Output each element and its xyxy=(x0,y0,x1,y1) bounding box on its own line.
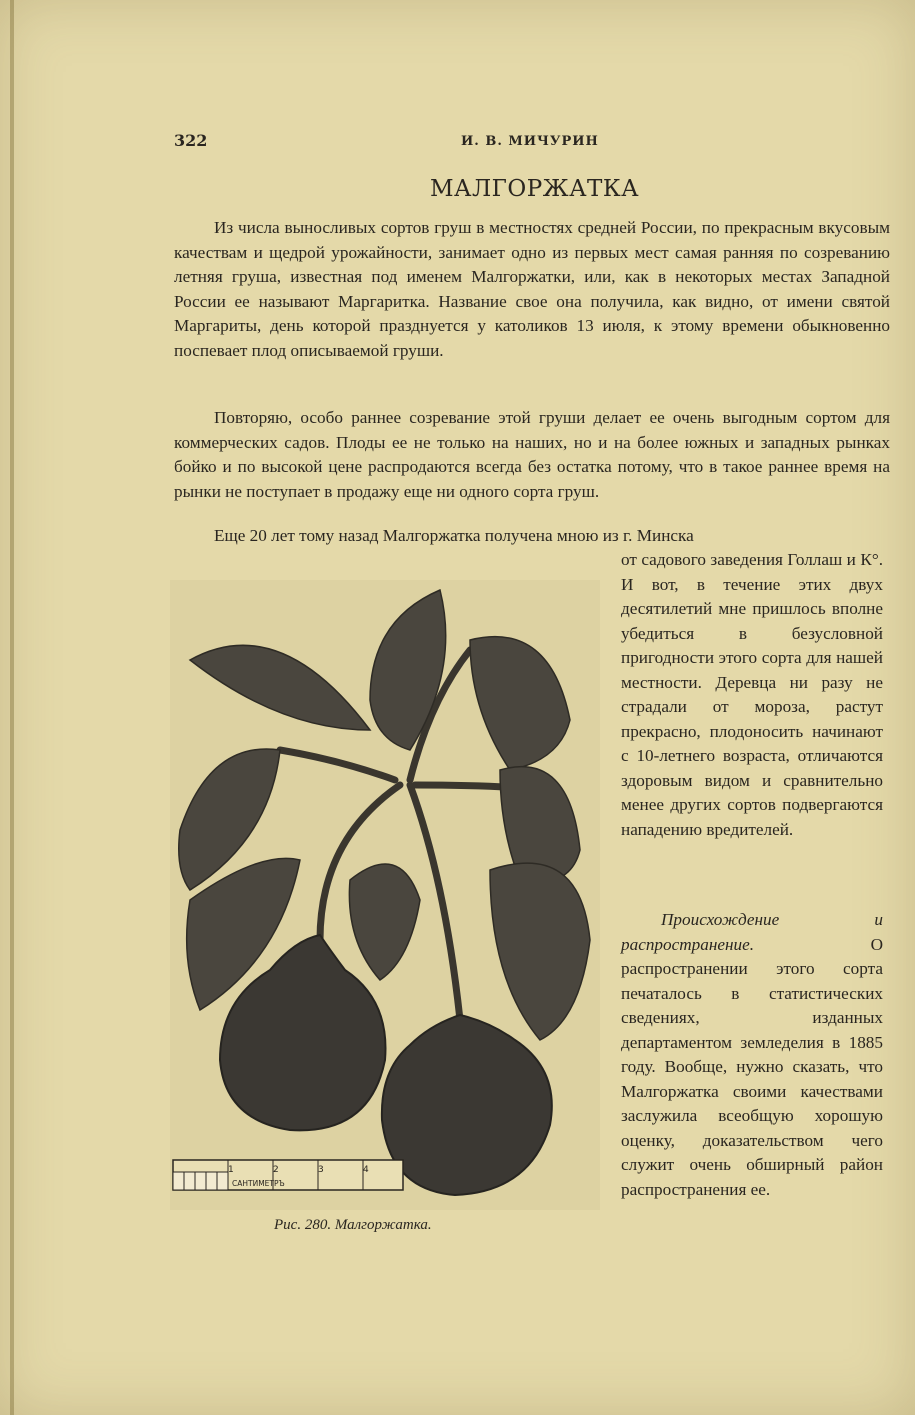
scale-tick-4: 4 xyxy=(363,1165,369,1175)
pear-figure xyxy=(170,580,600,1210)
scale-tick-3: 3 xyxy=(318,1165,324,1175)
page-spine xyxy=(10,0,14,1415)
figure-caption: Рис. 280. Малгоржатка. xyxy=(274,1217,432,1233)
section-title: МАЛГОРЖАТКА xyxy=(430,176,640,202)
scale-tick-2: 2 xyxy=(273,1165,279,1175)
paragraph-3-first-line: Еще 20 лет тому назад Малгоржатка получена мною из г. Минска xyxy=(214,526,694,545)
centimeter-scale xyxy=(173,1160,403,1190)
pear-illustration xyxy=(170,580,600,1210)
paragraph-4-italic-lead: Происхождение и распространение. xyxy=(621,910,883,954)
scale-label: САНТИМЕТРЪ xyxy=(232,1179,285,1188)
scale-tick-1: 1 xyxy=(228,1165,234,1175)
paragraph-1: Из числа выносливых сортов груш в местностях средней России, по прекрасным вкусовым качествам и щедрой урожайности, занимает одно из первых мест самая ранняя по созреванию летняя груша, известная под именем Малгоржатки, или, как в некоторых местах Западной России ее называют Маргаритка. Название свое она получила, как видно, от имени святой Маргариты, день которой празднуется у католиков 13 июля, к этому времени обыкновенно поспевает плод описываемой груши. xyxy=(174,218,890,360)
page-number: 322 xyxy=(174,131,208,150)
paragraph-2: Повторяю, особо раннее созревание этой груши делает ее очень выгодным сортом для коммерческих садов. Плоды ее не только на наших, но и на более южных и западных рынках бойко и по высокой цене распродаются всегда без остатка потому, что в такое раннее время на рынки не поступает в продажу еще ни одного сорта груш. xyxy=(174,408,890,501)
paragraph-3-column: от садового заведения Голлаш и К°. И вот, в течение этих двух десятилетий мне пришлось вполне убедиться в безусловной пригодности этого сорта для нашей местности. Деревца ни разу не страдали от мороза, растут прекрасно, плодоносить начинают с 10-летнего возраста, отличаются здоровым видом и сравнительно менее других сортов подвергаются нападению вредителей. xyxy=(621,550,883,839)
paragraph-4 xyxy=(621,908,883,1202)
scale-fine-section xyxy=(173,1172,228,1190)
paragraph-4-text: О распространении этого сорта печаталось в статистических сведениях, изданных департаментом земледелия в 1885 году. Вообще, нужно сказать, что Малгоржатка своими качествами заслужила всеобщую хорошую оценку, доказательством чего служит очень обширный район распространения ее. xyxy=(621,934,883,1199)
running-head: И. В. МИЧУРИН xyxy=(461,134,599,149)
